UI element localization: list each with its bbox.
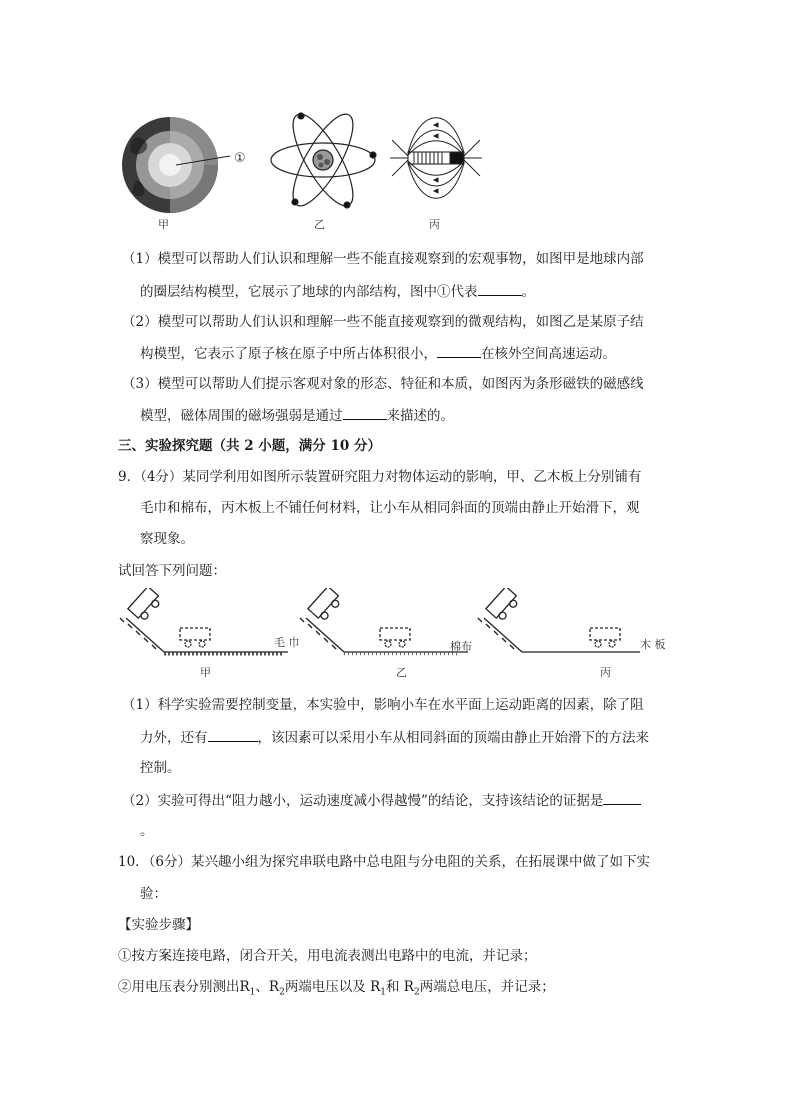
q8-part1-line1: （1）模型可以帮助人们认识和理解一些不能直接观察到的宏观事物，如图甲是地球内部 <box>122 251 644 267</box>
surface-jia-label: 毛 巾 <box>274 636 300 649</box>
surface-yi-label: 棉布 <box>450 640 472 653</box>
q8-part3-line1: （3）模型可以帮助人们提示客观对象的形态、特征和本质，如图丙为条形磁铁的磁感线 <box>122 376 644 392</box>
figure-ramps <box>118 588 678 684</box>
q8-part2-text: 构模型，它表示了原子核在原子中所占体积很小， <box>140 346 437 362</box>
q10-step2 <box>118 977 555 1003</box>
caption-yi: 乙 <box>314 218 325 231</box>
earth-model <box>122 117 230 213</box>
q9-prompt: 试回答下列问题： <box>118 563 226 579</box>
earth-marker: ① <box>234 151 246 166</box>
q9-part2-text: （2）实验可得出“阻力越小，运动速度减小得越慢”的结论，支持该结论的证据是 <box>122 793 604 809</box>
q9-part1-line3: 控制。 <box>140 760 181 776</box>
subscript: 1 <box>249 987 256 998</box>
step2-text-e: 两端总电压，并记录； <box>419 979 555 995</box>
subscript: 2 <box>279 987 285 998</box>
caption-bing: 丙 <box>429 218 440 231</box>
answer-blank[interactable] <box>343 405 387 420</box>
figure-models <box>118 100 508 240</box>
q9-part2-line2: 。 <box>140 823 154 839</box>
q8-part1-end: 。 <box>521 284 535 300</box>
ramp-yi <box>300 588 468 654</box>
q8-part2-end: 在核外空间高速运动。 <box>481 346 616 362</box>
q9-part1-end: ，该因素可以采用小车从相同斜面的顶端由静止开始滑下的方法来 <box>257 730 649 746</box>
q10-stem-line1: 10．（6分）某兴趣小组为探究串联电路中总电阻与分电阻的关系，在拓展课中做了如下实 <box>118 854 651 870</box>
ramp-bing <box>478 588 640 652</box>
step2-text-a: ②用电压表分别测出R <box>118 979 250 995</box>
answer-blank[interactable] <box>208 727 258 742</box>
q10-steps-title: 【实验步骤】 <box>118 917 199 933</box>
q9-part1-line1: （1）科学实验需要控制变量，本实验中，影响小车在水平面上运动距离的因素，除了阻 <box>122 697 644 713</box>
ramp-jia <box>120 588 288 654</box>
step2-text-c: 两端电压以及 R <box>284 979 381 995</box>
q8-part2-line1: （2）模型可以帮助人们认识和理解一些不能直接观察到的微观结构，如图乙是某原子结 <box>122 314 644 330</box>
q9-part1-line2 <box>140 727 649 748</box>
magnet-model <box>390 118 482 199</box>
answer-blank[interactable] <box>478 281 522 296</box>
q10-step1: ①按方案连接电路，闭合开关，用电流表测出电路中的电流，并记录； <box>118 948 537 964</box>
ramp-caption-bing: 丙 <box>600 666 611 679</box>
caption-jia: 甲 <box>158 218 169 231</box>
step2-text-b: 、R <box>255 979 280 995</box>
subscript: 1 <box>380 987 387 998</box>
answer-blank[interactable] <box>437 343 481 358</box>
q9-part1-text: 力外，还有 <box>140 730 208 746</box>
ramp-caption-jia: 甲 <box>200 666 211 679</box>
q10-stem-line2: 验： <box>140 886 167 902</box>
subscript: 2 <box>413 987 420 998</box>
q8-part3-line2 <box>140 405 454 426</box>
surface-bing-label: 木 板 <box>640 638 666 651</box>
q8-part2-line2 <box>140 343 616 364</box>
q9-stem-line3: 察现象。 <box>140 531 194 547</box>
ramp-caption-yi: 乙 <box>396 666 407 679</box>
q9-stem-line2: 毛巾和棉布，丙木板上不铺任何材料，让小车从相同斜面的顶端由静止开始滑下，观 <box>140 500 640 516</box>
step2-text-d: 和 R <box>386 979 414 995</box>
answer-blank[interactable] <box>603 790 641 805</box>
q9-part2-line1 <box>122 790 641 811</box>
q9-stem-line1: 9．（4分）某同学利用如图所示装置研究阻力对物体运动的影响，甲、乙木板上分别铺有 <box>118 469 642 485</box>
q8-part1-text: 的圈层结构模型，它展示了地球的内部结构，图中①代表 <box>140 284 478 300</box>
section-title: 三、实验探究题（共 2 小题，满分 10 分） <box>118 438 381 454</box>
q8-part3-end: 来描述的。 <box>386 408 454 424</box>
q8-part1-line2 <box>140 281 535 302</box>
atom-model <box>271 106 376 213</box>
q8-part3-text: 模型，磁体周围的磁场强弱是通过 <box>140 408 343 424</box>
